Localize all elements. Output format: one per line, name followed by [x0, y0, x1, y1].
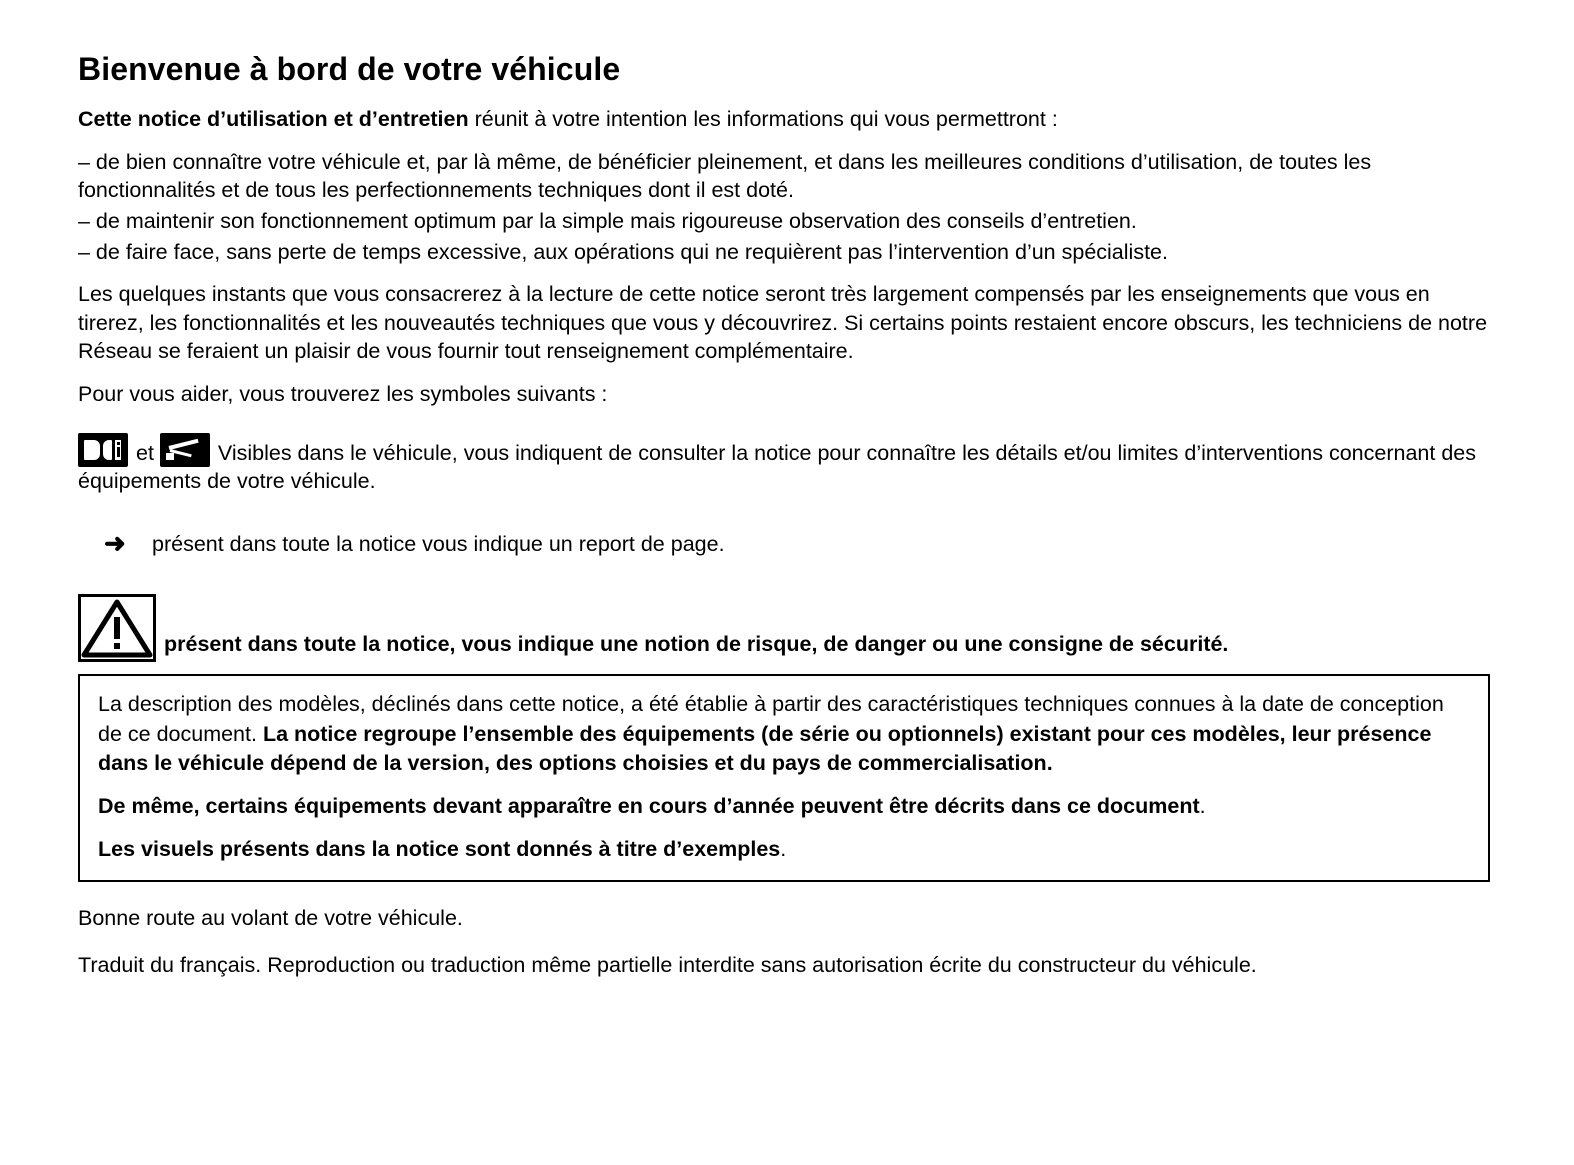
- symbol-book-wiper-text: Visibles dans le véhicule, vous indiquent de consulter la notice pour connaître les détails et/ou limites d’interventions concernant des équipements de votre véhicule.: [78, 440, 1476, 494]
- symbol-connector-label: et: [135, 440, 154, 465]
- bullet-item: – de bien connaître votre véhicule et, par là même, de bénéficier pleinement, et dans les meilleures conditions d’utilisation, de toutes les fonctionnalités et de tous les perfectionnements techniques dont il est doté.: [78, 149, 1372, 203]
- symbol-arrow-row: [78, 527, 1490, 559]
- reading-paragraph: Les quelques instants que vous consacrerez à la lecture de cette notice seront très largement compensés par les enseignements que vous en tirerez, les fonctionnalités et les nouveautés techniques que vous y découvrirez. Si certains points restaient encore obscurs, les techniciens de notre Réseau se feraient un plaisir de vous fournir tout renseignement complémentaire.: [78, 282, 1488, 364]
- wiper-symbol-icon: [160, 433, 210, 467]
- notice-paragraph-3: [98, 835, 1470, 864]
- notice-p2-end: .: [1199, 794, 1206, 819]
- bullet-item: – de maintenir son fonctionnement optimum par la simple mais rigoureuse observation des conseils d’entretien.: [78, 208, 1137, 233]
- bullet-item: – de faire face, sans perte de temps excessive, aux opérations qui ne requièrent pas l’intervention d’un spécialiste.: [78, 239, 1168, 264]
- closing-paragraph: Bonne route au volant de votre véhicule.: [78, 906, 463, 931]
- notice-paragraph-2: [98, 792, 1470, 821]
- notice-p3-bold: Les visuels présents dans la notice sont donnés à titre d’exemples: [98, 837, 781, 862]
- symbol-book-wiper-row: [78, 433, 1490, 496]
- symbols-intro: Pour vous aider, vous trouverez les symboles suivants :: [78, 381, 608, 406]
- notice-box: [78, 674, 1490, 882]
- warning-triangle-icon: [78, 594, 156, 662]
- copyright-paragraph: Traduit du français. Reproduction ou traduction même partielle interdite sans autorisation écrite du constructeur du véhicule.: [78, 953, 1257, 978]
- symbol-arrow-text: présent dans toute la notice vous indique un report de page.: [152, 531, 725, 556]
- page-reference-arrow-icon: ➜: [104, 527, 126, 558]
- intro-lead-bold: Cette notice d’utilisation et d’entretien: [78, 107, 469, 132]
- intro-paragraph: [78, 105, 1490, 134]
- notice-p3-end: .: [780, 837, 787, 862]
- book-symbol-icon: [78, 433, 128, 467]
- symbol-warning-row: [78, 594, 1490, 662]
- notice-p2-bold: De même, certains équipements devant apparaître en cours d’année peuvent être décrits dans ce document: [98, 794, 1200, 819]
- page-title: Bienvenue à bord de votre véhicule: [78, 51, 621, 87]
- symbol-warning-text: présent dans toute la notice, vous indique une notion de risque, de danger ou une consigne de sécurité.: [164, 631, 1229, 656]
- intro-lead-rest: réunit à votre intention les informations qui vous permettront :: [468, 107, 1058, 132]
- notice-p1-bold: La notice regroupe l’ensemble des équipements (de série ou optionnels) existant pour ces modèles, leur présence dans le véhicule dépend de la version, des options choisies et du pays de commercialisation.: [98, 721, 1432, 775]
- notice-p1-normal: La description des modèles, déclinés dans cette notice, a été établie à partir des caractéristiques techniques connues à la date de conception de ce document.: [98, 692, 1444, 746]
- notice-paragraph-1: [98, 690, 1470, 778]
